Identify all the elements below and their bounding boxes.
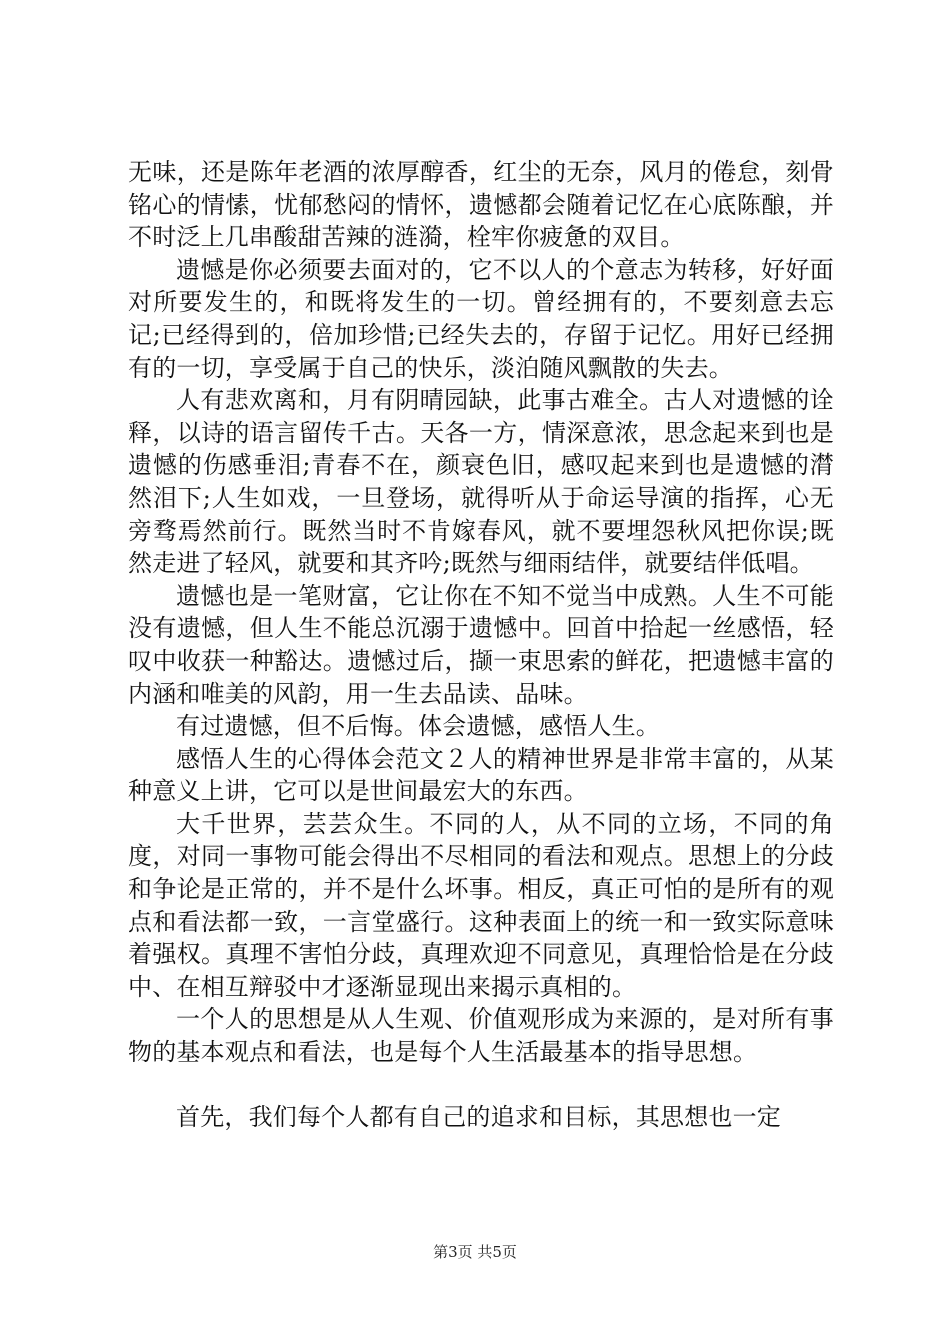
page-number-footer: 第3页 共5页 — [433, 1243, 517, 1261]
paragraph-diverse-views: 大千世界，芸芸众生。不同的人，从不同的立场，不同的角度，对同一事物可能会得出不尽相同的看法和观点。思想上的分歧和争论是正常的，并不是什么坏事。相反，真正可怕的是所有的观点和看法都一致，一言堂盛行。这种表面上的统一和一致实际意味着强权。真理不害怕分歧，真理欢迎不同意见，真理恰恰是在分歧中、在相互辩驳中才逐渐显现出来揭示真相的。 — [128, 809, 834, 1001]
paragraph-spacer — [128, 1069, 834, 1101]
paragraph-no-remorse: 有过遗憾，但不后悔。体会遗憾，感悟人生。 — [176, 712, 660, 741]
paragraph-regret-wealth: 遗憾也是一笔财富，它让你在不知不觉当中成熟。人生不可能没有遗憾，但人生不能总沉溺于遗憾中。回首中拾起一丝感悟，轻叹中收获一种豁达。遗憾过后，撷一束思索的鲜花，把遗憾丰富的内涵和唯美的风韵，用一生去品读、品味。 — [128, 581, 834, 708]
paragraph-ancient-poetry: 人有悲欢离和，月有阴晴园缺，此事古难全。古人对遗憾的诠释，以诗的语言留传千古。天各一方，情深意浓，思念起来到也是遗憾的伤感垂泪;青春不在，颜衰色旧，感叹起来到也是遗憾的潸然泪下;人生如戏，一旦登场，就得听从于命运导演的指挥，心无旁骛焉然前行。既然当时不肯嫁春风，就不要埋怨秋风把你误;既然走进了轻风，就要和其齐吟;既然与细雨结伴，就要结伴低唱。 — [128, 386, 834, 578]
paragraph-worldview: 一个人的思想是从人生观、价值观形成为来源的，是对所有事物的基本观点和看法，也是每个人生活最基本的指导思想。 — [128, 1005, 834, 1067]
paragraph-first-point: 首先，我们每个人都有自己的追求和目标，其思想也一定 — [176, 1102, 781, 1131]
paragraph-continuation: 无味，还是陈年老酒的浓厚醇香，红尘的无奈，风月的倦怠，刻骨铭心的情愫，忧郁愁闷的情怀，遗憾都会随着记忆在心底陈酿，并不时泛上几串酸甜苦辣的涟漪，栓牢你疲惫的双目。 — [128, 158, 834, 252]
paragraph-essay-two-intro: 感悟人生的心得体会范文２人的精神世界是非常丰富的，从某种意义上讲，它可以是世间最宏大的东西。 — [128, 744, 834, 806]
paragraph-regret-face: 遗憾是你必须要去面对的，它不以人的个意志为转移，好好面对所要发生的，和既将发生的一切。曾经拥有的，不要刻意去忘记;已经得到的，倍加珍惜;已经失去的，存留于记忆。用好已经拥有的一切，享受属于自己的快乐，淡泊随风飘散的失去。 — [128, 255, 834, 382]
document-body — [128, 156, 834, 1133]
